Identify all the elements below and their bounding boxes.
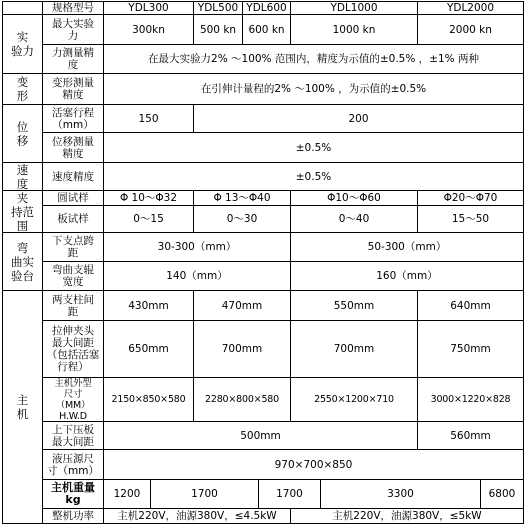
- deformation-accuracy-value: 在引伸计量程的2% ～100% ，为示值的±0.5%: [104, 74, 524, 105]
- model-ydl600: YDL600: [243, 1, 291, 15]
- frame-weight-ydl600: 1700: [259, 480, 321, 509]
- platen-spacing-small: 500mm: [104, 422, 418, 450]
- fulcrum-span-large: 50-300（mm）: [291, 233, 524, 262]
- row-label-flat-specimen: 板试样: [43, 206, 104, 233]
- group-deformation: 变 形: [2, 74, 43, 105]
- speed-accuracy-value: ±0.5%: [104, 163, 524, 191]
- column-spacing-ydl500-600: 470mm: [194, 291, 291, 321]
- round-specimen-ydl300: Φ 10～Φ32: [104, 191, 194, 206]
- column-spacing-ydl300: 430mm: [104, 291, 194, 321]
- row-label-max-tension-spacing: 拉伸夹头 最大间距 （包括活塞 行程）: [43, 321, 104, 378]
- frame-power-large: 主机220V，油源380V，≤5kW: [291, 509, 524, 524]
- flat-specimen-ydl2000: 15～50: [418, 206, 524, 233]
- max-force-ydl500: 500 kn: [194, 15, 243, 45]
- model-ydl1000: YDL1000: [291, 1, 418, 15]
- max-tension-spacing-ydl300: 650mm: [104, 321, 194, 378]
- roller-width-small: 140（mm）: [104, 262, 291, 291]
- round-specimen-ydl500-600: Φ 13～Φ40: [194, 191, 291, 206]
- row-label-frame-power: 整机功率: [43, 509, 104, 524]
- header-blank: [2, 1, 43, 15]
- spec-table: [2, 1, 524, 524]
- frame-dimensions-ydl300: 2150×850×580: [104, 378, 194, 422]
- max-tension-spacing-ydl2000: 750mm: [418, 321, 524, 378]
- piston-stroke-others: 200: [194, 105, 524, 133]
- row-label-deformation-accuracy: 变形测量 精度: [43, 74, 104, 105]
- frame-weight-ydl300: 1200: [104, 480, 151, 509]
- group-main-frame: 主 机: [2, 291, 43, 524]
- group-displacement: 位 移: [2, 105, 43, 163]
- frame-dimensions-ydl500-600: 2280×800×580: [194, 378, 291, 422]
- frame-weight-ydl1000: 3300: [321, 480, 481, 509]
- hydraulic-size-value: 970×700×850: [104, 450, 524, 480]
- fulcrum-span-small: 30-300（mm）: [104, 233, 291, 262]
- model-ydl300: YDL300: [104, 1, 194, 15]
- max-tension-spacing-ydl1000: 700mm: [291, 321, 418, 378]
- model-ydl2000: YDL2000: [418, 1, 524, 15]
- frame-power-small: 主机220V，油源380V，≤4.5kW: [104, 509, 291, 524]
- column-spacing-ydl1000: 550mm: [291, 291, 418, 321]
- row-label-round-specimen: 圆试样: [43, 191, 104, 206]
- row-label-platen-spacing: 上下压板 最大间距: [43, 422, 104, 450]
- round-specimen-ydl2000: Φ20～Φ70: [418, 191, 524, 206]
- row-label-frame-dimensions: 主机外型 尺寸 （MM）H.W.D: [43, 378, 104, 422]
- piston-stroke-ydl300: 150: [104, 105, 194, 133]
- row-label-column-spacing: 两支柱间 距: [43, 291, 104, 321]
- platen-spacing-large: 560mm: [418, 422, 524, 450]
- column-spacing-ydl2000: 640mm: [418, 291, 524, 321]
- max-force-ydl2000: 2000 kn: [418, 15, 524, 45]
- row-label-speed-accuracy: 速度精度: [43, 163, 104, 191]
- row-label-force-accuracy: 力测量精 度: [43, 45, 104, 74]
- max-force-ydl1000: 1000 kn: [291, 15, 418, 45]
- group-bending: 弯 曲实 验台: [2, 233, 43, 291]
- header-label: 规格型号: [43, 1, 104, 15]
- frame-weight-ydl500: 1700: [151, 480, 259, 509]
- group-clamping: 夹 持范 围: [2, 191, 43, 233]
- max-force-ydl600: 600 kn: [243, 15, 291, 45]
- flat-specimen-ydl1000: 0～40: [291, 206, 418, 233]
- max-force-ydl300: 300kn: [104, 15, 194, 45]
- flat-specimen-ydl500-600: 0～30: [194, 206, 291, 233]
- frame-weight-ydl2000: 6800: [481, 480, 524, 509]
- group-force: 实 验力: [2, 15, 43, 74]
- row-label-fulcrum-span: 下支点跨 距: [43, 233, 104, 262]
- force-accuracy-value: 在最大实验力2% ～100% 范围内，精度为示值的±0.5% ，±1% 两种: [104, 45, 524, 74]
- max-tension-spacing-ydl500-600: 700mm: [194, 321, 291, 378]
- displacement-accuracy-value: ±0.5%: [104, 133, 524, 163]
- frame-dimensions-ydl2000: 3000×1220×828: [418, 378, 524, 422]
- flat-specimen-ydl300: 0～15: [104, 206, 194, 233]
- row-label-displacement-accuracy: 位移测量 精度: [43, 133, 104, 163]
- row-label-roller-width: 弯曲支辊 宽度: [43, 262, 104, 291]
- round-specimen-ydl1000: Φ10～Φ60: [291, 191, 418, 206]
- group-speed: 速 度: [2, 163, 43, 191]
- row-label-hydraulic-size: 液压源尺 寸（mm）: [43, 450, 104, 480]
- roller-width-large: 160（mm）: [291, 262, 524, 291]
- frame-dimensions-ydl1000: 2550×1200×710: [291, 378, 418, 422]
- model-ydl500: YDL500: [194, 1, 243, 15]
- row-label-piston-stroke: 活塞行程 （mm）: [43, 105, 104, 133]
- row-label-max-force: 最大实验 力: [43, 15, 104, 45]
- row-label-frame-weight: 主机重量 kg: [43, 480, 104, 509]
